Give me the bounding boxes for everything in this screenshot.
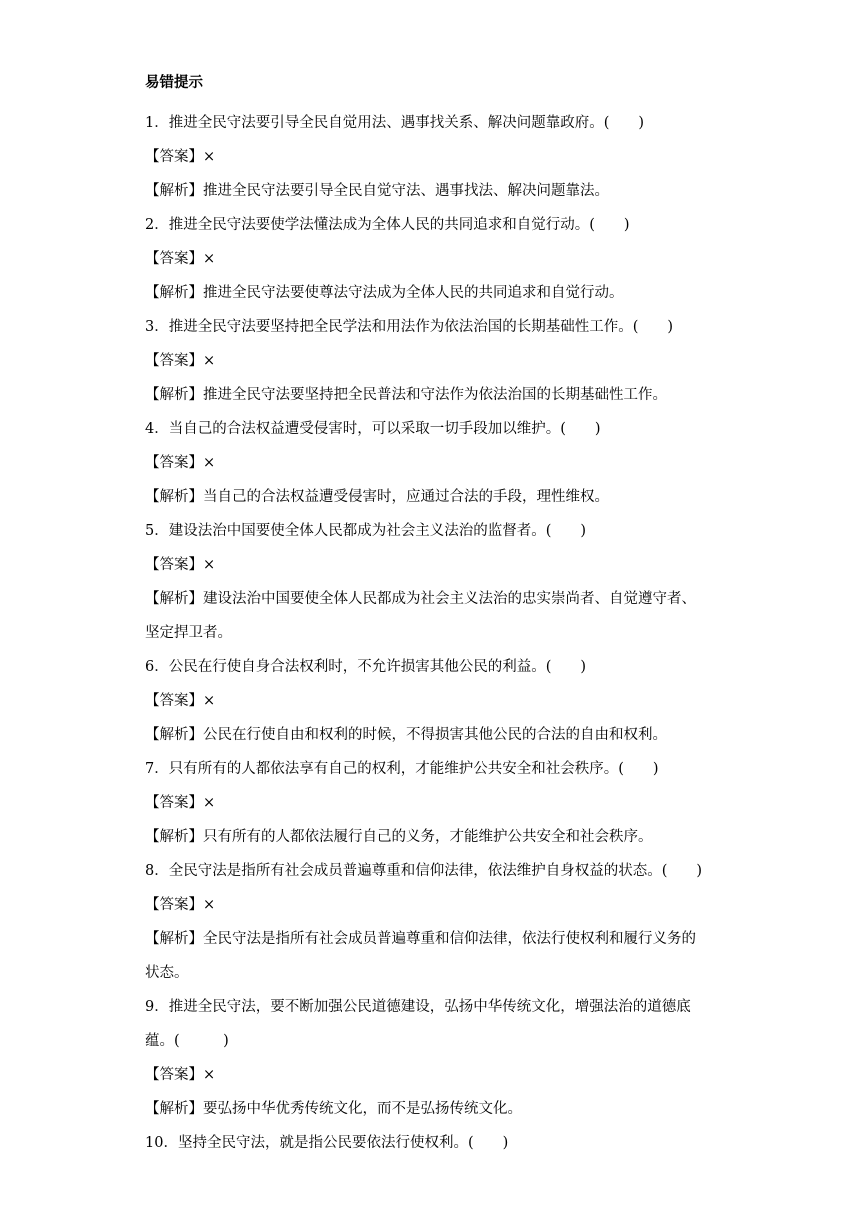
answer-value: × [203, 693, 216, 709]
analysis-continuation: 坚定捍卫者。 [145, 625, 232, 641]
question-item [145, 1126, 725, 1160]
answer-label: 【答案】 [145, 1067, 203, 1083]
analysis-text: 推进全民守法要引导全民自觉守法、遇事找法、解决问题靠法。 [203, 183, 609, 199]
question-text: 坚持全民守法，就是指公民要依法行使权利。( ) [177, 1135, 509, 1151]
analysis-line [145, 718, 725, 752]
answer-label: 【答案】 [145, 455, 203, 471]
question-item [145, 514, 725, 548]
question-number: 6． [145, 659, 169, 675]
analysis-label: 【解析】 [145, 829, 203, 845]
answer-line [145, 1058, 725, 1092]
question-number: 2． [145, 217, 169, 233]
question-text: 只有所有的人都依法享有自己的权利，才能维护公共安全和社会秩序。( ) [168, 761, 659, 777]
question-item [145, 412, 725, 446]
question-number: 5． [145, 523, 169, 539]
answer-label: 【答案】 [145, 897, 203, 913]
answer-label: 【答案】 [145, 353, 203, 369]
question-text: 推进全民守法，要不断加强公民道德建设，弘扬中华传统文化，增强法治的道德底 [168, 999, 691, 1015]
analysis-continuation: 状态。 [145, 965, 189, 981]
answer-value: × [203, 149, 216, 165]
analysis-label: 【解析】 [145, 285, 203, 301]
analysis-line [145, 922, 725, 956]
question-item [145, 106, 725, 140]
analysis-text: 公民在行使自由和权利的时候，不得损害其他公民的合法的自由和权利。 [203, 727, 667, 743]
analysis-text: 当自己的合法权益遭受侵害时，应通过合法的手段，理性维权。 [203, 489, 609, 505]
answer-line [145, 786, 725, 820]
analysis-label: 【解析】 [145, 727, 203, 743]
analysis-line [145, 378, 725, 412]
answer-label: 【答案】 [145, 149, 203, 165]
question-continuation: 蕴。( ) [145, 1033, 229, 1049]
section-heading: 易错提示 [145, 74, 203, 91]
answer-value: × [203, 557, 216, 573]
analysis-line [145, 276, 725, 310]
analysis-text: 要弘扬中华优秀传统文化，而不是弘扬传统文化。 [203, 1101, 522, 1117]
answer-value: × [203, 251, 216, 267]
question-number: 1． [145, 115, 169, 131]
answer-value: × [203, 353, 216, 369]
question-number: 9． [145, 999, 169, 1015]
analysis-text: 建设法治中国要使全体人民都成为社会主义法治的忠实崇尚者、自觉遵守者、 [203, 591, 696, 607]
answer-line [145, 888, 725, 922]
answer-line [145, 344, 725, 378]
question-item [145, 310, 725, 344]
question-number: 10． [145, 1135, 178, 1151]
analysis-label: 【解析】 [145, 1101, 203, 1117]
answer-label: 【答案】 [145, 693, 203, 709]
answer-line [145, 548, 725, 582]
question-item [145, 650, 725, 684]
analysis-text: 推进全民守法要坚持把全民普法和守法作为依法治国的长期基础性工作。 [203, 387, 667, 403]
answer-value: × [203, 795, 216, 811]
analysis-line [145, 174, 725, 208]
answer-line [145, 242, 725, 276]
question-text: 推进全民守法要使学法懂法成为全体人民的共同追求和自觉行动。( ) [168, 217, 630, 233]
answer-value: × [203, 897, 216, 913]
analysis-label: 【解析】 [145, 183, 203, 199]
answer-value: × [203, 455, 216, 471]
analysis-line [145, 1092, 725, 1126]
document-content [145, 72, 725, 1160]
analysis-text: 推进全民守法要使尊法守法成为全体人民的共同追求和自觉行动。 [203, 285, 624, 301]
question-number: 3． [145, 319, 169, 335]
question-item [145, 752, 725, 786]
question-item [145, 854, 725, 888]
analysis-text: 只有所有的人都依法履行自己的义务，才能维护公共安全和社会秩序。 [203, 829, 653, 845]
answer-value: × [203, 1067, 216, 1083]
question-text: 公民在行使自身合法权利时，不允许损害其他公民的利益。( ) [168, 659, 587, 675]
question-item [145, 990, 725, 1024]
answer-line [145, 140, 725, 174]
analysis-label: 【解析】 [145, 931, 203, 947]
analysis-text: 全民守法是指所有社会成员普遍尊重和信仰法律，依法行使权利和履行义务的 [203, 931, 696, 947]
analysis-label: 【解析】 [145, 591, 203, 607]
analysis-line [145, 820, 725, 854]
analysis-label: 【解析】 [145, 489, 203, 505]
analysis-line [145, 582, 725, 616]
answer-label: 【答案】 [145, 557, 203, 573]
question-text: 全民守法是指所有社会成员普遍尊重和信仰法律，依法维护自身权益的状态。( ) [168, 863, 703, 879]
answer-label: 【答案】 [145, 795, 203, 811]
question-text: 建设法治中国要使全体人民都成为社会主义法治的监督者。( ) [168, 523, 587, 539]
analysis-line [145, 480, 725, 514]
answer-line [145, 446, 725, 480]
question-text: 推进全民守法要坚持把全民学法和用法作为依法治国的长期基础性工作。( ) [168, 319, 674, 335]
answer-label: 【答案】 [145, 251, 203, 267]
question-item [145, 208, 725, 242]
question-text: 当自己的合法权益遭受侵害时，可以采取一切手段加以维护。( ) [168, 421, 601, 437]
question-number: 8． [145, 863, 169, 879]
analysis-label: 【解析】 [145, 387, 203, 403]
question-text: 推进全民守法要引导全民自觉用法、遇事找关系、解决问题靠政府。( ) [168, 115, 645, 131]
question-number: 7． [145, 761, 169, 777]
question-number: 4． [145, 421, 169, 437]
answer-line [145, 684, 725, 718]
